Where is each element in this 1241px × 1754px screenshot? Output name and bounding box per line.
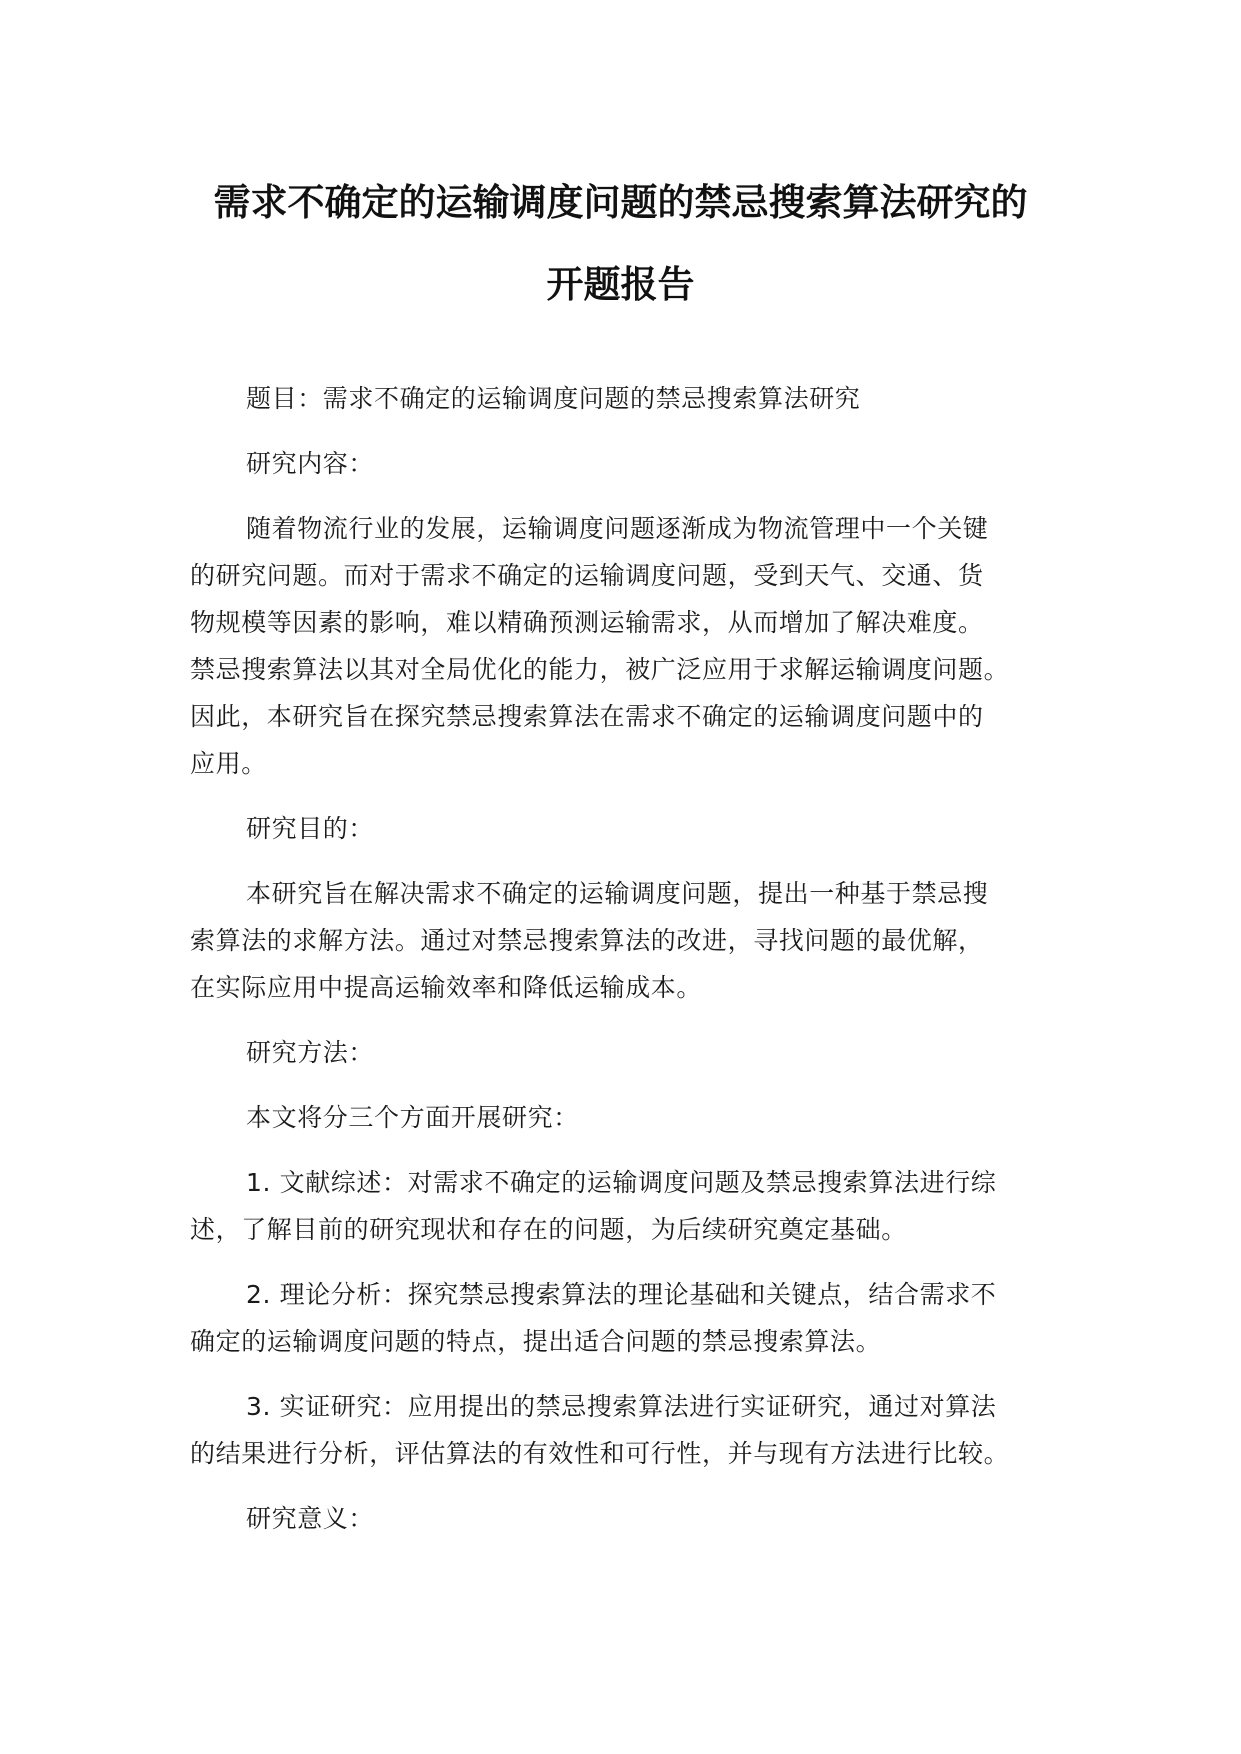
- document-title-line-2: 开题报告: [546, 263, 695, 306]
- document-body: [190, 375, 1080, 1560]
- paragraph-line: 的研究问题。而对于需求不确定的运输调度问题，受到天气、交通、货: [190, 561, 984, 590]
- paragraph-line: 本研究旨在解决需求不确定的运输调度问题，提出一种基于禁忌搜: [246, 879, 989, 908]
- paragraph-line: 2. 理论分析：探究禁忌搜索算法的理论基础和关键点，结合需求不: [246, 1280, 997, 1309]
- paragraph-line: 因此，本研究旨在探究禁忌搜索算法在需求不确定的运输调度问题中的: [190, 702, 984, 731]
- paragraph-line: 应用。: [190, 749, 267, 778]
- paragraph: [190, 870, 1080, 1011]
- paragraph-line: 禁忌搜索算法以其对全局优化的能力，被广泛应用于求解运输调度问题。: [190, 655, 1010, 684]
- paragraph-line: 确定的运输调度问题的特点，提出适合问题的禁忌搜索算法。: [190, 1327, 882, 1356]
- paragraph: [190, 440, 1080, 487]
- paragraph-line: 在实际应用中提高运输效率和降低运输成本。: [190, 973, 703, 1002]
- document-title-line-1: 需求不确定的运输调度问题的禁忌搜索算法研究的: [213, 181, 1028, 224]
- paragraph: [190, 1094, 1080, 1141]
- paragraph: [190, 1383, 1080, 1477]
- paragraph-line: 本文将分三个方面开展研究：: [246, 1103, 579, 1132]
- paragraph-line: 研究内容：: [246, 449, 375, 478]
- paragraph: [190, 1029, 1080, 1076]
- paragraph-line: 研究目的：: [246, 814, 375, 843]
- paragraph: [190, 1495, 1080, 1542]
- paragraph-line: 研究方法：: [246, 1038, 375, 1067]
- paragraph: [190, 505, 1080, 787]
- paragraph-line: 1. 文献综述：对需求不确定的运输调度问题及禁忌搜索算法进行综: [246, 1168, 997, 1197]
- paragraph: [190, 1271, 1080, 1365]
- paragraph-line: 物规模等因素的影响，难以精确预测运输需求，从而增加了解决难度。: [190, 608, 984, 637]
- paragraph-line: 研究意义：: [246, 1504, 375, 1533]
- paragraph: [190, 805, 1080, 852]
- paragraph-line: 述，了解目前的研究现状和存在的问题，为后续研究奠定基础。: [190, 1215, 907, 1244]
- paragraph: [190, 375, 1080, 422]
- paragraph-line: 索算法的求解方法。通过对禁忌搜索算法的改进，寻找问题的最优解，: [190, 926, 984, 955]
- paragraph: [190, 1159, 1080, 1253]
- paragraph-line: 随着物流行业的发展，运输调度问题逐渐成为物流管理中一个关键: [246, 514, 989, 543]
- paragraph-line: 题目：需求不确定的运输调度问题的禁忌搜索算法研究: [246, 384, 861, 413]
- paragraph-line: 3. 实证研究：应用提出的禁忌搜索算法进行实证研究，通过对算法: [246, 1392, 997, 1421]
- paragraph-line: 的结果进行分析，评估算法的有效性和可行性，并与现有方法进行比较。: [190, 1439, 1010, 1468]
